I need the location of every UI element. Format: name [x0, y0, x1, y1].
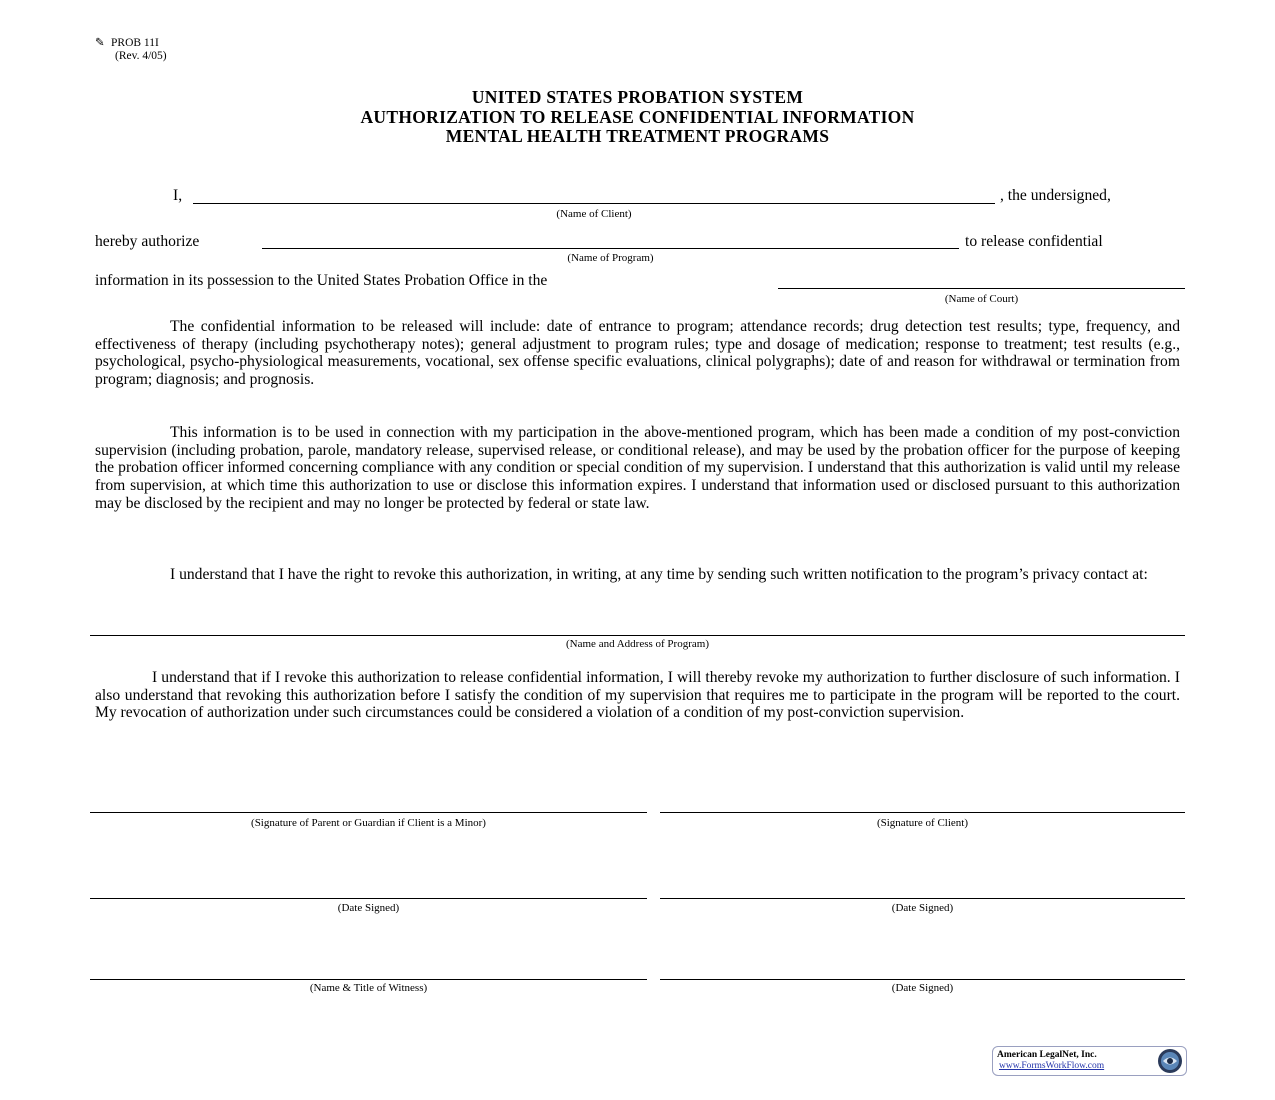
paragraph-1 [95, 318, 1180, 389]
date-signed-right-field[interactable] [660, 898, 1185, 899]
i-prefix: I, [173, 187, 183, 204]
form-revision: (Rev. 4/05) [115, 50, 167, 62]
paragraph-3-text: I understand that I have the right to revoke this authorization, in writing, at any time by sending such written notification to the program’s privacy contact at: [170, 566, 1148, 583]
program-address-field[interactable] [90, 635, 1185, 636]
paragraph-4-text: I understand that if I revoke this authorization to release confidential information, I will thereby revoke my authorization to further disclosure of such information. I also understand that revoking this authorization before I satisfy the condition of my supervision that requires me to participate in the program will be reported to the court. My revocation of authorization under such circumstances could be considered a violation of a condition of my post-conviction supervision. [95, 669, 1180, 722]
client-name-caption: (Name of Client) [556, 208, 632, 220]
pen-icon: ✎ [95, 37, 105, 49]
undersigned-suffix: , the undersigned, [1000, 187, 1111, 204]
page-title [0, 88, 1275, 147]
possession-text: information in its possession to the United States Probation Office in the [95, 272, 548, 289]
program-name-caption: (Name of Program) [567, 252, 654, 264]
legalnet-logo[interactable] [992, 1046, 1187, 1076]
title-line-3: MENTAL HEALTH TREATMENT PROGRAMS [445, 126, 830, 146]
client-name-field[interactable] [193, 203, 995, 204]
parent-signature-caption: (Signature of Parent or Guardian if Client is a Minor) [251, 817, 486, 829]
program-address-caption: (Name and Address of Program) [566, 638, 709, 650]
witness-field[interactable] [90, 979, 647, 980]
date-signed-right-caption: (Date Signed) [891, 902, 954, 914]
date-signed-witness-field[interactable] [660, 979, 1185, 980]
form-number: PROB 11I [111, 37, 159, 49]
program-name-field[interactable] [262, 248, 959, 249]
paragraph-2-text: This information is to be used in connection with my participation in the above-mentioned program, which has been made a condition of my post-conviction supervision (including probation, parole, mandatory release, supervised release, or conditional release), and may be used by the probation officer for the purpose of keeping the probation officer informed concerning compliance with any condition or special condition of my supervision. I understand that this authorization is valid until my release from supervision, at which time this authorization to use or disclose this information expires. I understand that information used or disclosed pursuant to this authorization may be disclosed by the recipient and may no longer be protected by federal or state law. [95, 424, 1180, 512]
company-name: American LegalNet, Inc. [997, 1050, 1097, 1060]
paragraph-2 [95, 424, 1180, 513]
parent-signature-field[interactable] [90, 812, 647, 813]
date-signed-left-caption: (Date Signed) [337, 902, 400, 914]
client-signature-caption: (Signature of Client) [876, 817, 969, 829]
client-signature-field[interactable] [660, 812, 1185, 813]
date-signed-witness-caption: (Date Signed) [891, 982, 954, 994]
paragraph-1-text: The confidential information to be released will include: date of entrance to program; attendance records; drug detection test results; type, frequency, and effectiveness of therapy (including psychotherapy notes); general adjustment to program rules; type and dosage of medication; response to treatment; test results (e.g., psychological, psycho-physiological measurements, vocational, sex offense specific evaluations, clinical polygraphs); date of and reason for withdrawal or termination from program; diagnosis; and prognosis. [95, 318, 1180, 389]
court-name-caption: (Name of Court) [944, 293, 1019, 305]
court-name-field[interactable] [778, 288, 1185, 289]
title-line-1: UNITED STATES PROBATION SYSTEM [471, 87, 804, 107]
release-suffix: to release confidential [965, 233, 1103, 250]
date-signed-left-field[interactable] [90, 898, 647, 899]
title-line-2: AUTHORIZATION TO RELEASE CONFIDENTIAL INFORMATION [360, 106, 915, 127]
paragraph-3 [95, 566, 1180, 584]
company-url[interactable]: www.FormsWorkFlow.com [999, 1061, 1105, 1071]
authorize-prefix: hereby authorize [95, 233, 200, 250]
form-number-block [95, 37, 167, 63]
paragraph-4 [95, 669, 1180, 722]
witness-caption: (Name & Title of Witness) [309, 982, 428, 994]
globe-icon [1157, 1048, 1183, 1074]
